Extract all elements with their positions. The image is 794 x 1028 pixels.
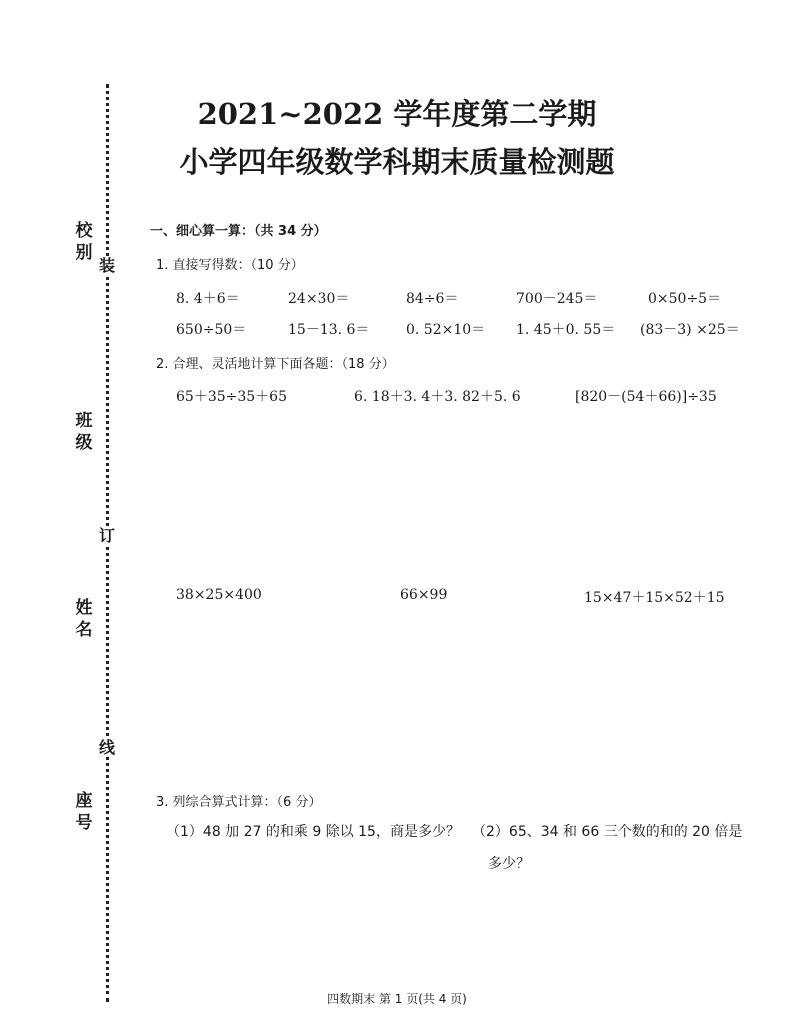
page-title-line2: 小学四年级数学科期末质量检测题 [179, 145, 615, 179]
q3-label: 3. 列综合算式计算：（6 分） [156, 795, 322, 810]
q2-item: 66×99 [400, 587, 448, 603]
q3-item2-line2: 多少？ [488, 856, 530, 872]
q1-item: 0. 52×10＝ [406, 322, 486, 338]
q1-item: 1. 45＋0. 55＝ [516, 322, 616, 338]
q1-item: 0×50÷5＝ [648, 291, 722, 307]
q2-item: 38×25×400 [176, 587, 262, 603]
q3-item1: （1）48 加 27 的和乘 9 除以 15，商是多少？ [166, 824, 460, 840]
q1-item: (83－3) ×25＝ [640, 322, 740, 338]
q2-label: 2. 合理、灵活地计算下面各题：（18 分） [156, 357, 395, 372]
section1-heading: 一、细心算一算：（共 34 分） [150, 224, 327, 239]
q1-item: 650÷50＝ [176, 322, 247, 338]
page-footer: 四数期末 第 1 页(共 4 页) [327, 992, 467, 1006]
q1-item: 24×30＝ [288, 291, 350, 307]
seat-number-label: 座号 [75, 791, 93, 833]
binding-mark-xian: 线 [98, 738, 115, 757]
school-label: 校别 [75, 221, 93, 263]
q3-item2-line1: （2）65、34 和 66 三个数的和的 20 倍是 [472, 824, 743, 840]
binding-mark-ding: 订 [98, 526, 115, 545]
q2-item: 6. 18＋3. 4＋3. 82＋5. 6 [354, 389, 521, 405]
q2-item: 15×47＋15×52＋15 [584, 590, 725, 606]
q1-item: 84÷6＝ [406, 291, 459, 307]
class-label: 班级 [75, 411, 93, 453]
q2-item: [820－(54＋66)]÷35 [575, 389, 717, 405]
q1-item: 15－13. 6＝ [288, 322, 370, 338]
q2-item: 65＋35÷35＋65 [176, 389, 287, 405]
q1-item: 8. 4＋6＝ [176, 291, 240, 307]
page-title-line1: 2021~2022 学年度第二学期 [197, 97, 597, 131]
q1-label: 1. 直接写得数：（10 分） [156, 258, 304, 273]
q1-item: 700－245＝ [516, 291, 598, 307]
binding-mark-zhuang: 装 [98, 256, 115, 275]
name-label: 姓名 [75, 598, 93, 640]
